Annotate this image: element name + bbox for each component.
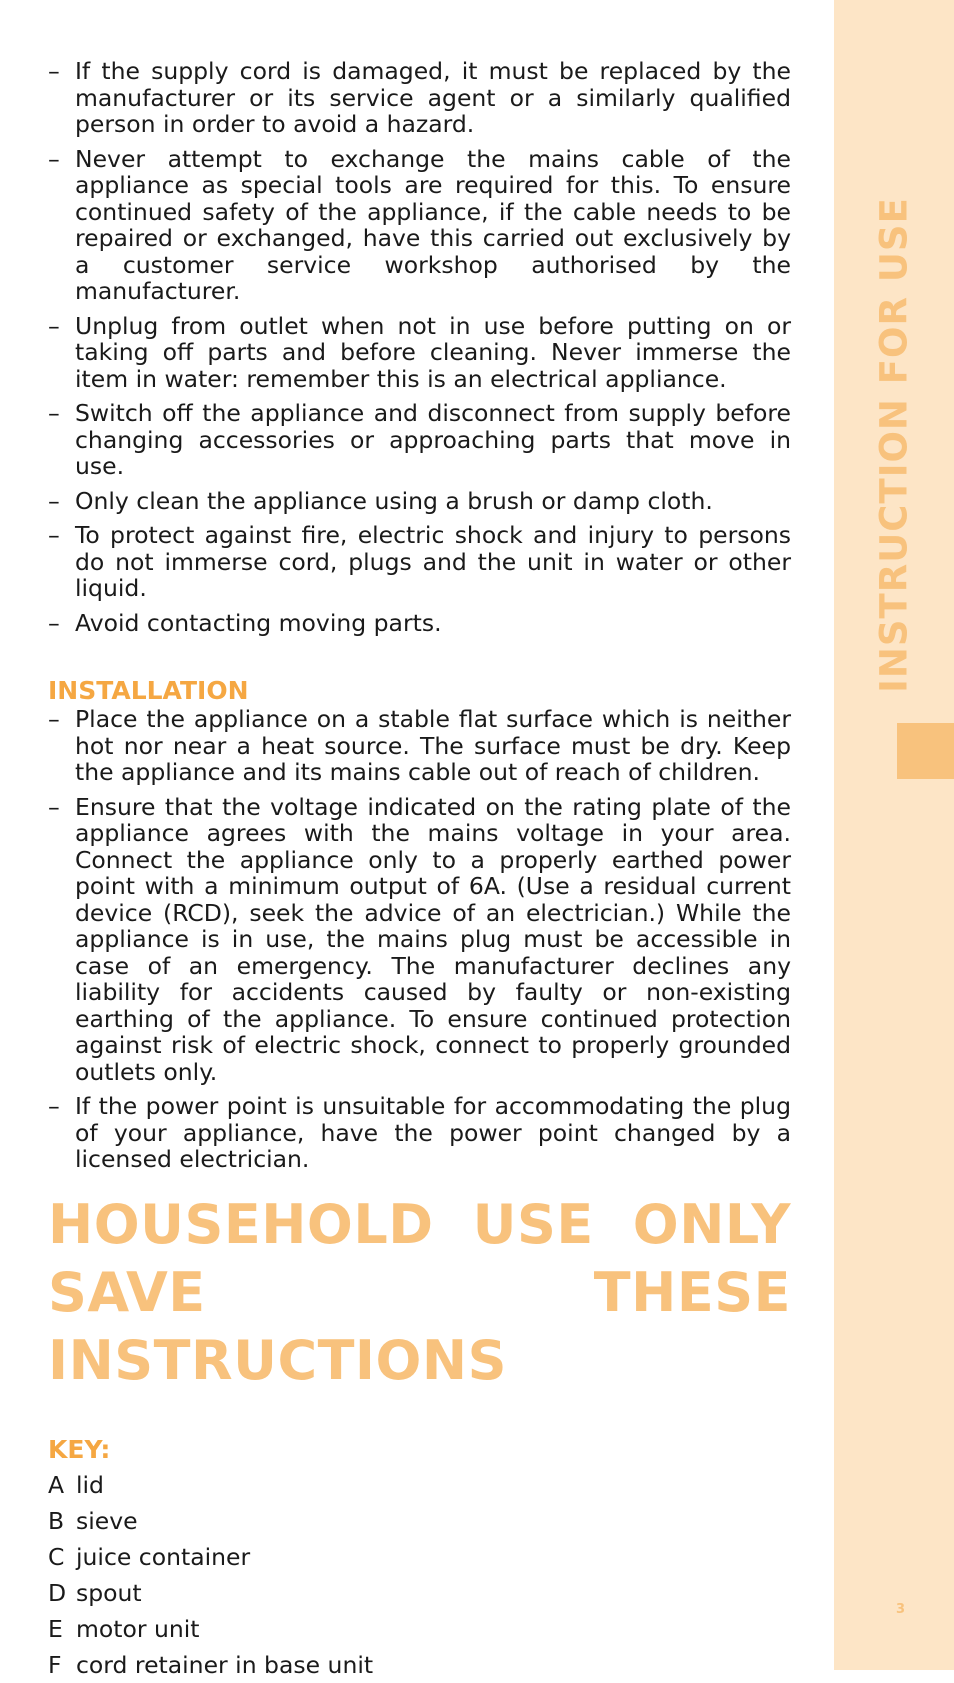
key-label: spout	[76, 1578, 142, 1607]
key-label: lid	[76, 1470, 104, 1499]
list-item	[48, 522, 791, 602]
dash-bullet: –	[48, 608, 60, 637]
key-letter: A	[48, 1470, 65, 1499]
key-item	[48, 1611, 791, 1647]
installation-text: If the power point is unsuitable for accommodating the plug of your appliance, have the power point changed by a licensed electrician.	[75, 1092, 791, 1173]
sidebar-tab-marker	[897, 723, 954, 779]
dash-bullet: –	[48, 705, 60, 733]
installation-text: Ensure that the voltage indicated on the rating plate of the appliance agrees with the mains voltage in your area. Connect the appliance only to a properly earthed power point with a minimum output of 6A. (Use a residual current device (RCD), seek the advice of an electrician.) While the appliance is in use, the mains plug must be accessible in case of an emergency. The manufacturer declines any liability for accidents caused by faulty or non-existing earthing of the appliance. To ensure continued protection against risk of electric shock, connect to properly grounded outlets only.	[75, 792, 791, 1086]
key-letter: C	[48, 1542, 65, 1571]
key-label: cord retainer in base unit	[76, 1650, 374, 1679]
key-label: juice container	[76, 1542, 251, 1571]
sidebar-title: INSTRUCTION FOR USE	[872, 197, 916, 693]
key-item	[48, 1539, 791, 1575]
list-item	[48, 488, 791, 515]
list-item	[48, 706, 791, 786]
installation-heading: INSTALLATION	[48, 676, 249, 705]
key-item	[48, 1503, 791, 1539]
key-label: sieve	[76, 1506, 138, 1535]
dash-bullet: –	[48, 311, 60, 340]
key-list	[48, 1467, 791, 1683]
safety-text: If the supply cord is damaged, it must be replaced by the manufacturer or its service agent or a similarly qualified person in order to avoid a hazard.	[75, 57, 791, 138]
list-item	[48, 400, 791, 480]
key-letter: B	[48, 1506, 65, 1535]
dash-bullet: –	[48, 57, 60, 85]
dash-bullet: –	[48, 144, 60, 173]
household-banner: HOUSEHOLD USE ONLY SAVE THESE INSTRUCTIONS	[48, 1192, 791, 1392]
list-item	[48, 146, 791, 305]
safety-text: To protect against fire, electric shock and injury to persons do not immerse cord, plugs and the unit in water or other liquid.	[75, 521, 791, 602]
list-item	[48, 794, 791, 1086]
list-item	[48, 58, 791, 138]
key-label: motor unit	[76, 1614, 200, 1643]
dash-bullet: –	[48, 399, 60, 427]
installation-text: Place the appliance on a stable flat surface which is neither hot nor near a heat source. The surface must be dry. Keep the appliance and its mains cable out of reach of children.	[75, 705, 791, 786]
main-content	[48, 58, 791, 1683]
page-number: 3	[896, 1602, 906, 1617]
safety-text: Never attempt to exchange the mains cable of the appliance as special tools are required for this. To ensure continued safety of the appliance, if the cable needs to be repaired or exchanged, have this carried out exclusively by a customer service workshop authorised by the manufacturer.	[75, 144, 791, 305]
dash-bullet: –	[48, 1092, 60, 1120]
dash-bullet: –	[48, 521, 60, 549]
list-item	[48, 1093, 791, 1173]
key-item	[48, 1647, 791, 1683]
key-heading: KEY:	[48, 1434, 111, 1464]
safety-text: Avoid contacting moving parts.	[75, 608, 442, 637]
key-item	[48, 1467, 791, 1503]
safety-text: Switch off the appliance and disconnect from supply before changing accessories or approaching parts that move in use.	[75, 399, 791, 480]
safety-list	[48, 58, 791, 636]
list-item	[48, 313, 791, 393]
dash-bullet: –	[48, 486, 60, 515]
dash-bullet: –	[48, 792, 60, 821]
safety-text: Unplug from outlet when not in use before putting on or taking off parts and before cleaning. Never immerse the item in water: remember this is an electrical appliance.	[75, 311, 791, 393]
safety-text: Only clean the appliance using a brush or damp cloth.	[75, 486, 713, 515]
key-letter: D	[48, 1578, 67, 1607]
key-item	[48, 1575, 791, 1611]
key-letter: E	[48, 1614, 63, 1643]
installation-list	[48, 706, 791, 1173]
key-letter: F	[48, 1650, 62, 1679]
list-item	[48, 610, 791, 637]
